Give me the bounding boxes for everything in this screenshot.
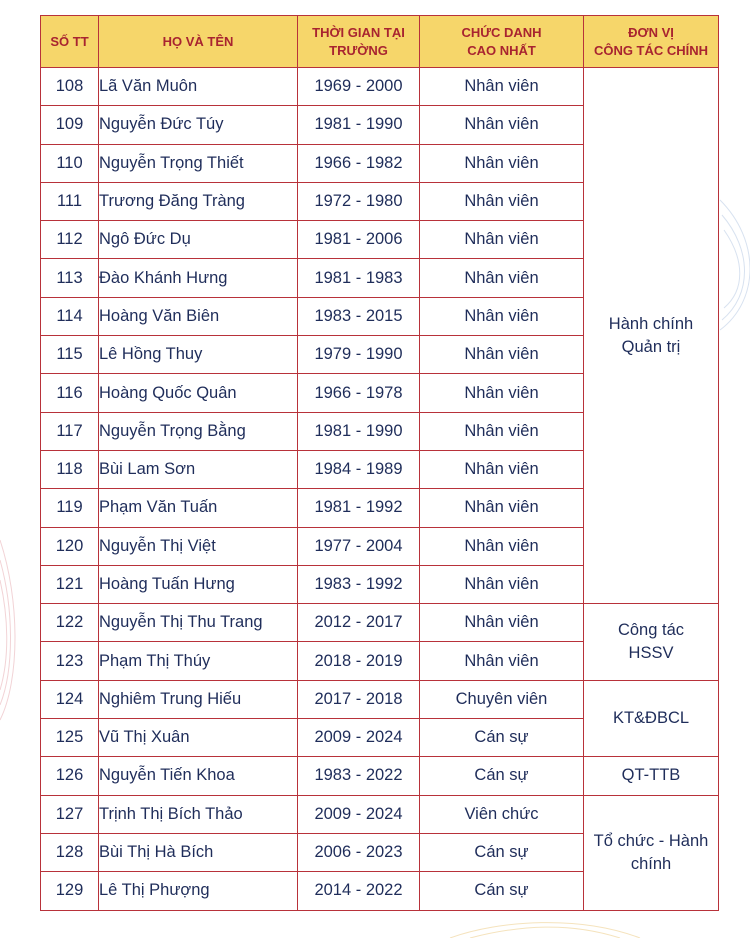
unit-name-line: chính: [630, 854, 672, 873]
time-at-school-cell: 2014 - 2022: [298, 872, 420, 910]
full-name-cell: Hoàng Quốc Quân: [99, 374, 298, 412]
highest-title-cell: Nhân viên: [420, 527, 584, 565]
header-unit-line-2: CÔNG TÁC CHÍNH: [593, 42, 709, 58]
time-at-school-cell: 1984 - 1989: [298, 450, 420, 488]
time-at-school-cell: 1977 - 2004: [298, 527, 420, 565]
header-unit-line-1: ĐƠN VỊ: [628, 24, 674, 40]
unit-name-line: HSSV: [628, 643, 674, 662]
time-at-school-cell: 1981 - 1992: [298, 489, 420, 527]
table-row: [41, 680, 719, 718]
stt-cell: 126: [41, 757, 99, 795]
time-at-school-cell: 2012 - 2017: [298, 604, 420, 642]
full-name-cell: Hoàng Văn Biên: [99, 297, 298, 335]
header-stt: SỐ TT: [41, 16, 99, 68]
highest-title-cell: Nhân viên: [420, 68, 584, 106]
stt-cell: 118: [41, 450, 99, 488]
stt-cell: 127: [41, 795, 99, 833]
time-at-school-cell: 2018 - 2019: [298, 642, 420, 680]
stt-cell: 123: [41, 642, 99, 680]
header-time-at-school: [298, 16, 420, 68]
time-at-school-cell: 1983 - 2022: [298, 757, 420, 795]
highest-title-cell: Nhân viên: [420, 412, 584, 450]
time-at-school-cell: 1981 - 2006: [298, 221, 420, 259]
highest-title-cell: Cán sự: [420, 872, 584, 910]
time-at-school-cell: 1972 - 1980: [298, 182, 420, 220]
highest-title-cell: Nhân viên: [420, 182, 584, 220]
full-name-cell: Bùi Thị Hà Bích: [99, 833, 298, 871]
highest-title-cell: Nhân viên: [420, 565, 584, 603]
time-at-school-cell: 2009 - 2024: [298, 795, 420, 833]
highest-title-cell: Nhân viên: [420, 259, 584, 297]
main-unit-cell: [584, 795, 719, 910]
table-row: [41, 604, 719, 642]
full-name-cell: Nghiêm Trung Hiếu: [99, 680, 298, 718]
table-header-row: [41, 16, 719, 68]
table-row: [41, 68, 719, 106]
stt-cell: 110: [41, 144, 99, 182]
full-name-cell: Nguyễn Tiến Khoa: [99, 757, 298, 795]
stt-cell: 120: [41, 527, 99, 565]
time-at-school-cell: 1966 - 1982: [298, 144, 420, 182]
time-at-school-cell: 2006 - 2023: [298, 833, 420, 871]
time-at-school-cell: 2009 - 2024: [298, 719, 420, 757]
full-name-cell: Trương Đăng Tràng: [99, 182, 298, 220]
unit-name-line: Công tác: [617, 620, 685, 639]
full-name-cell: Vũ Thị Xuân: [99, 719, 298, 757]
stt-cell: 128: [41, 833, 99, 871]
full-name-cell: Lã Văn Muôn: [99, 68, 298, 106]
highest-title-cell: Chuyên viên: [420, 680, 584, 718]
main-unit-cell: [584, 757, 719, 795]
stt-cell: 114: [41, 297, 99, 335]
header-highest-title: [420, 16, 584, 68]
staff-roster-table: [40, 15, 719, 911]
stt-cell: 119: [41, 489, 99, 527]
highest-title-cell: Nhân viên: [420, 642, 584, 680]
highest-title-cell: Cán sự: [420, 719, 584, 757]
time-at-school-cell: 2017 - 2018: [298, 680, 420, 718]
stt-cell: 108: [41, 68, 99, 106]
main-unit-cell: [584, 604, 719, 681]
unit-name-line: Tổ chức - Hành: [593, 831, 709, 850]
header-main-unit: [584, 16, 719, 68]
highest-title-cell: Nhân viên: [420, 489, 584, 527]
stt-cell: 121: [41, 565, 99, 603]
highest-title-cell: Nhân viên: [420, 374, 584, 412]
stt-cell: 112: [41, 221, 99, 259]
highest-title-cell: Nhân viên: [420, 297, 584, 335]
highest-title-cell: Cán sự: [420, 833, 584, 871]
time-at-school-cell: 1981 - 1990: [298, 412, 420, 450]
stt-cell: 113: [41, 259, 99, 297]
header-time-line-2: TRƯỜNG: [329, 42, 388, 58]
stt-cell: 117: [41, 412, 99, 450]
time-at-school-cell: 1981 - 1990: [298, 106, 420, 144]
unit-name-line: Quản trị: [621, 337, 681, 356]
highest-title-cell: Nhân viên: [420, 450, 584, 488]
highest-title-cell: Nhân viên: [420, 106, 584, 144]
full-name-cell: Đào Khánh Hưng: [99, 259, 298, 297]
highest-title-cell: Nhân viên: [420, 336, 584, 374]
highest-title-cell: Nhân viên: [420, 144, 584, 182]
table-body: [41, 68, 719, 911]
stt-cell: 116: [41, 374, 99, 412]
full-name-cell: Nguyễn Thị Việt: [99, 527, 298, 565]
header-full-name: HỌ VÀ TÊN: [99, 16, 298, 68]
full-name-cell: Nguyễn Trọng Bằng: [99, 412, 298, 450]
full-name-cell: Nguyễn Trọng Thiết: [99, 144, 298, 182]
unit-name-line: Hành chính: [608, 314, 694, 333]
main-unit-cell: [584, 68, 719, 604]
full-name-cell: Phạm Thị Thúy: [99, 642, 298, 680]
time-at-school-cell: 1983 - 1992: [298, 565, 420, 603]
header-title-line-1: CHỨC DANH: [461, 24, 542, 40]
header-title-line-2: CAO NHẤT: [467, 42, 536, 58]
stt-cell: 115: [41, 336, 99, 374]
full-name-cell: Hoàng Tuấn Hưng: [99, 565, 298, 603]
full-name-cell: Lê Hồng Thuy: [99, 336, 298, 374]
stt-cell: 109: [41, 106, 99, 144]
unit-name-line: QT-TTB: [621, 766, 681, 785]
time-at-school-cell: 1969 - 2000: [298, 68, 420, 106]
stt-cell: 122: [41, 604, 99, 642]
full-name-cell: Bùi Lam Sơn: [99, 450, 298, 488]
main-unit-cell: [584, 680, 719, 757]
full-name-cell: Lê Thị Phượng: [99, 872, 298, 910]
stt-cell: 124: [41, 680, 99, 718]
highest-title-cell: Nhân viên: [420, 604, 584, 642]
full-name-cell: Ngô Đức Dụ: [99, 221, 298, 259]
stt-cell: 125: [41, 719, 99, 757]
highest-title-cell: Nhân viên: [420, 221, 584, 259]
table-row: [41, 795, 719, 833]
time-at-school-cell: 1981 - 1983: [298, 259, 420, 297]
stt-cell: 111: [41, 182, 99, 220]
time-at-school-cell: 1966 - 1978: [298, 374, 420, 412]
highest-title-cell: Cán sự: [420, 757, 584, 795]
full-name-cell: Nguyễn Thị Thu Trang: [99, 604, 298, 642]
header-time-line-1: THỜI GIAN TẠI: [312, 24, 405, 40]
time-at-school-cell: 1983 - 2015: [298, 297, 420, 335]
highest-title-cell: Viên chức: [420, 795, 584, 833]
unit-name-line: KT&ĐBCL: [612, 709, 690, 728]
time-at-school-cell: 1979 - 1990: [298, 336, 420, 374]
full-name-cell: Nguyễn Đức Túy: [99, 106, 298, 144]
full-name-cell: Phạm Văn Tuấn: [99, 489, 298, 527]
full-name-cell: Trịnh Thị Bích Thảo: [99, 795, 298, 833]
table-row: [41, 757, 719, 795]
stt-cell: 129: [41, 872, 99, 910]
